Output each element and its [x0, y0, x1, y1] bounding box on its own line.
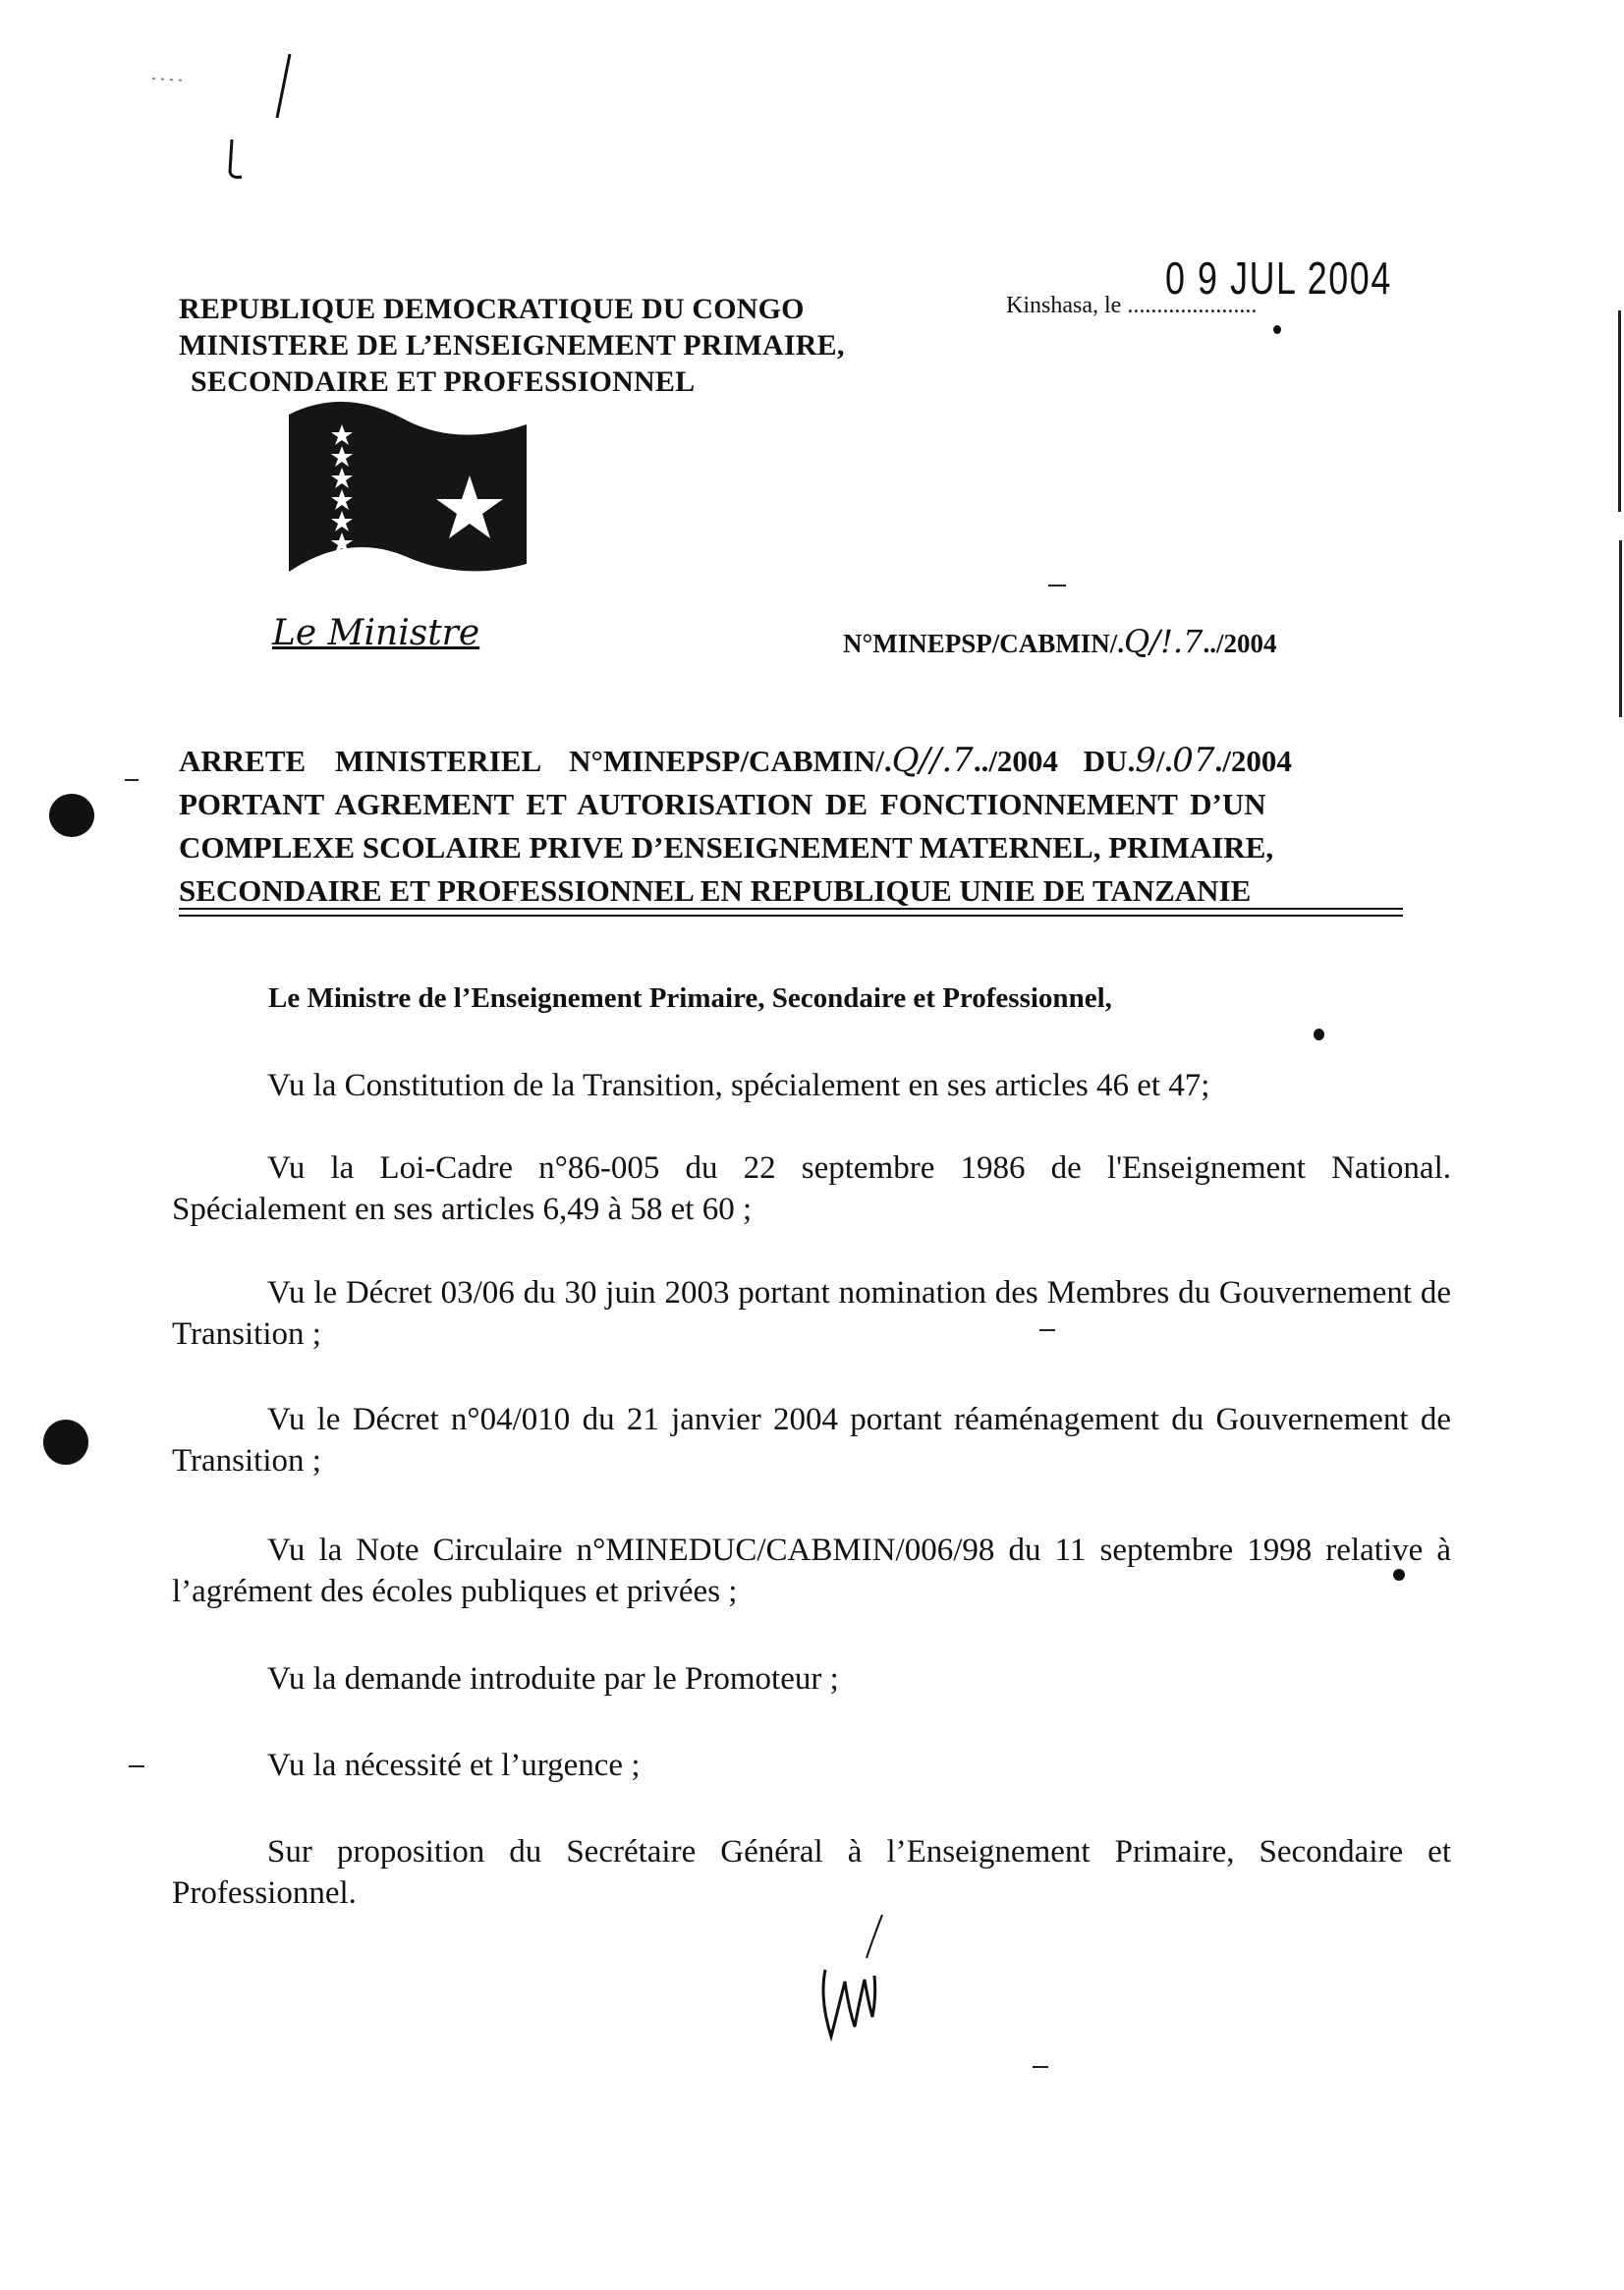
reference-suffix: ../2004	[1203, 629, 1277, 658]
header-ministry: MINISTERE DE L’ENSEIGNEMENT PRIMAIRE,	[179, 329, 845, 362]
decree-title-part2: ../2004 DU.	[973, 744, 1136, 778]
scan-edge-line	[1619, 540, 1622, 717]
header-ministry-cont: SECONDAIRE ET PROFESSIONNEL	[191, 365, 696, 398]
body-paragraph-7: Vu la nécessité et l’urgence ;	[267, 1748, 641, 1783]
body-paragraph-1: Vu la Constitution de la Transition, spécialement en ses articles 46 et 47;	[267, 1068, 1210, 1103]
reference-handwritten: Q/!.7	[1124, 623, 1204, 660]
punch-hole-mark	[43, 1420, 88, 1465]
decree-title-part3: ./2004	[1214, 744, 1292, 778]
punch-hole-mark	[49, 794, 94, 837]
scan-mark	[1033, 2066, 1048, 2068]
scan-mark	[1039, 1329, 1055, 1331]
reference-number	[843, 623, 1276, 660]
scan-edge-line	[1618, 310, 1621, 512]
decree-title-line1	[179, 739, 1456, 783]
scan-mark	[125, 779, 139, 781]
decree-title-line3: COMPLEXE SCOLAIRE PRIVE D’ENSEIGNEMENT MATERNEL, PRIMAIRE,	[179, 830, 1274, 865]
body-paragraph-2: Vu la Loi-Cadre n°86-005 du 22 septembre 1986 de l'Enseignement National. Spécialement en ses articles 6,49 à 58 et 60 ;	[172, 1150, 1451, 1227]
body-paragraph-5: Vu la Note Circulaire n°MINEDUC/CABMIN/006/98 du 11 septembre 1998 relative à l’agrément des écoles publiques et privées ;	[172, 1533, 1451, 1609]
handwritten-initials-icon	[815, 1911, 894, 2053]
ink-dot	[1393, 1569, 1405, 1581]
decree-month-handwritten: 07	[1172, 741, 1215, 780]
decree-day-handwritten: 9	[1135, 741, 1156, 780]
body-intro: Le Ministre de l’Enseignement Primaire, Secondaire et Professionnel,	[268, 982, 1112, 1014]
date-stamp: 0 9 JUL 2004	[1165, 252, 1392, 304]
decree-title-part1: ARRETE MINISTERIEL N°MINEPSP/CABMIN/.	[179, 744, 892, 778]
decree-title-line2: PORTANT AGREMENT ET AUTORISATION DE FONCTIONNEMENT D’UN	[179, 787, 1266, 821]
place-label: Kinshasa, le	[1006, 293, 1122, 318]
ink-dot	[1273, 325, 1281, 334]
header-block	[179, 291, 845, 400]
header-country: REPUBLIQUE DEMOCRATIQUE DU CONGO	[179, 293, 805, 325]
decree-title-slash: /.	[1155, 744, 1173, 778]
body-paragraph-6: Vu la demande introduite par le Promoteur ;	[267, 1661, 839, 1697]
decree-number-handwritten: Q//.7	[891, 741, 974, 780]
reference-prefix: N°MINEPSP/CABMIN/.	[843, 629, 1125, 658]
title-underline-2	[179, 915, 1403, 917]
date-leader: ......................	[1127, 293, 1258, 318]
decree-title-line4: SECONDAIRE ET PROFESSIONNEL EN REPUBLIQUE UNIE DE TANZANIE	[179, 873, 1252, 908]
scan-mark	[1048, 585, 1066, 586]
body-paragraph-3: Vu le Décret 03/06 du 30 juin 2003 portant nomination des Membres du Gouvernement de Transition ;	[172, 1275, 1451, 1352]
body-paragraph-4: Vu le Décret n°04/010 du 21 janvier 2004 portant réaménagement du Gouvernement de Transition ;	[172, 1402, 1451, 1479]
body-paragraph-8: Sur proposition du Secrétaire Général à l’Enseignement Primaire, Secondaire et Professionnel.	[172, 1834, 1451, 1911]
ink-dot	[1314, 1029, 1324, 1040]
title-underline-1	[179, 908, 1403, 910]
scan-mark	[129, 1765, 144, 1767]
decree-title	[179, 739, 1456, 913]
signature-title: Le Ministre	[272, 613, 480, 653]
handwritten-mark-top	[147, 49, 305, 187]
drc-flag-emblem-icon	[285, 397, 531, 598]
